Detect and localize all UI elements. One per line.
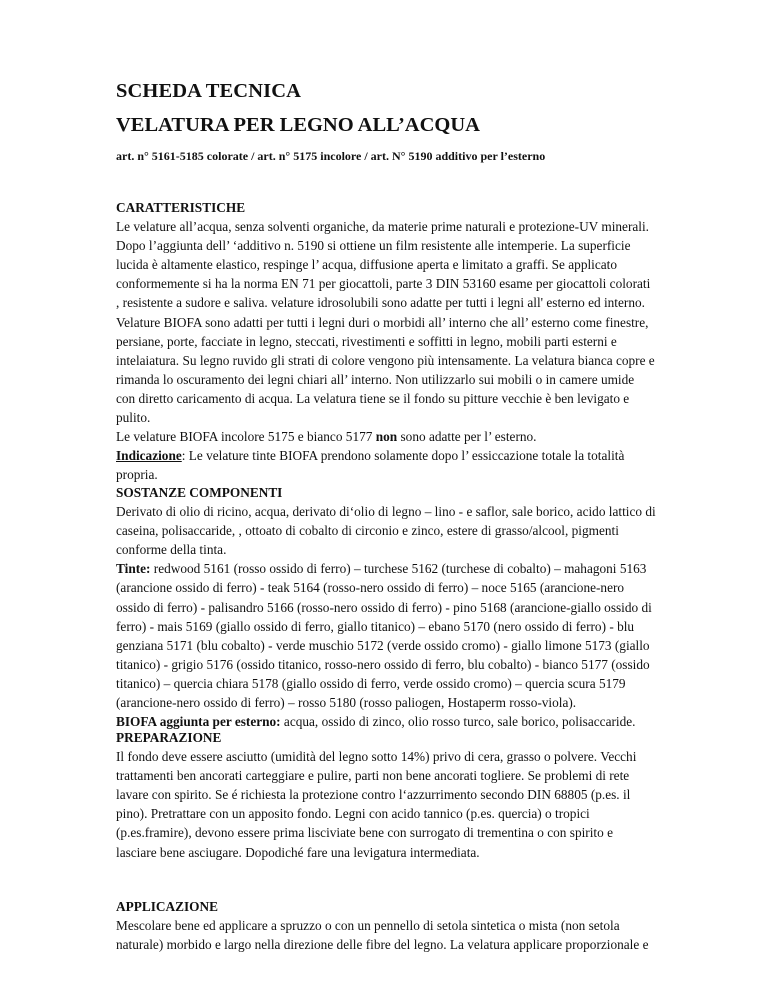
document-subtitle: VELATURA PER LEGNO ALL’ACQUA [116, 114, 480, 136]
tinte-paragraph [116, 559, 656, 712]
section-preparazione [116, 728, 656, 862]
note-text: : Le velature tinte BIOFA prendono solamente dopo l’ essiccazione totale la totalità propria. [116, 448, 625, 483]
section-sostanze [116, 483, 656, 731]
section-text: Derivato di olio di ricino, acqua, derivato di‘olio di legno – lino - e saflor, sale borico, acido lattico di caseina, polisaccaride, , ottoato di cobalto di circonio e zinco, estere di grasso/alcool, pigmenti conforme della tinta. [116, 504, 656, 558]
tinte-text: redwood 5161 (rosso ossido di ferro) – turchese 5162 (turchese di cobalto) – mahagoni 5163 (arancione ossido di ferro) - teak 5164 (rosso-nero ossido di ferro) – noce 5165 (arancione-nero ossido di ferro) - palisandro 5166 (rosso-nero ossido di ferro) - pino 5168 (arancione-giallo ossido di ferro) - mais 5169 (giallo ossido di ferro, giallo titanico) – ebano 5170 (nero ossido di ferro) - blu genziana 5171 (blu cobalto) - verde muschio 5172 (verde ossido cromo) - giallo limone 5173 (giallo titanico) - grigio 5176 (ossido titanico, rosso-nero ossido di ferro, blu cobalto) - bianco 5177 (ossido titanico) – quercia chiara 5178 (giallo ossido di ferro, verde ossido cromo) – quercia scura 5179 (arancione-nero ossido di ferro) – rosso 5180 (rosso paliogen, Hostaperm rosso-viola). [116, 561, 652, 711]
text-run: sono adatte per l’ esterno. [397, 429, 537, 445]
section-text [116, 427, 656, 446]
biofa-text: acqua, ossido di zinco, olio rosso turco, sale borico, polisaccaride. [280, 714, 636, 730]
section-text: Il fondo deve essere asciutto (umidità del legno sotto 14%) privo di cera, grasso o polvere. Vecchi trattamenti ben ancorati carteggiare e pulire, parti non bene ancorati togliere. Se problemi di rete lavare con spirito. Se é richiesta la protezione contro l‘azzurrimento secondo DIN 68805 (p.es. il pino). Pretrattare con un apposito fondo. Legni con acido tannico (p.es. quercia) o tropici (p.es.framire), devono essere prima lisciviate bene con surrogato di trementina o con spirito e lasciare bene asciugare. Dopodiché fare una levigatura intermediata. [116, 749, 637, 860]
note-paragraph [116, 446, 656, 484]
section-text: Mescolare bene ed applicare a spruzzo o con un pennello di setola sintetica o mista (non setola naturale) morbido e largo nella direzione delle fibre del legno. La velatura applicare proporzionale e [116, 918, 649, 953]
section-text: Le velature all’acqua, senza solventi organiche, da materie prime naturali e protezione-UV minerali. Dopo l’aggiunta dell’ ‘additivo n. 5190 si ottiene un film resistente alle intemperie. La superficie lucida è altamente elastico, respinge l’ acqua, diffusione aperta e limitato a graffi. Se applicato conformemente si ha la norma EN 71 per giocattoli, parte 3 DIN 53160 esame per giocattoli colorati , resistente a sudore e saliva. velature idrosolubili sono adatte per tutti i legni all' esterno ed interno. Velature BIOFA sono adatti per tutti i legni duri o morbidi all’ interno che all’ esterno come finestre, persiane, porte, facciate in legno, steccati, rivestimenti e soffitti in legno, mobili parti esterni e intelaiatura. Su legno ruvido gli strati di colore vengono più intensamente. La velatura bianca copre e rimanda lo oscuramento dei legni chiari all’ interno. Non utilizzarlo sui mobili o in camere umide con diretto caricamento di acqua. La velatura tiene se il fondo su pitture vecchie è ben levigato e pulito. [116, 219, 655, 426]
section-heading: PREPARAZIONE [116, 730, 222, 745]
section-heading: CARATTERISTICHE [116, 200, 246, 215]
biofa-label: BIOFA aggiunta per esterno: [116, 714, 281, 730]
section-heading: SOSTANZE COMPONENTI [116, 485, 283, 500]
article-numbers: art. n° 5161-5185 colorate / art. n° 5175 incolore / art. N° 5190 additivo per l’esterno [116, 149, 546, 163]
note-label: Indicazione [116, 448, 182, 464]
section-applicazione [116, 897, 656, 954]
tinte-label: Tinte: [116, 561, 151, 577]
section-heading: APPLICAZIONE [116, 899, 218, 914]
document-title: SCHEDA TECNICA [116, 80, 301, 102]
text-run: Le velature BIOFA incolore 5175 e bianco 5177 [116, 429, 376, 445]
section-caratteristiche [116, 198, 656, 484]
bold-text: non [375, 429, 398, 445]
